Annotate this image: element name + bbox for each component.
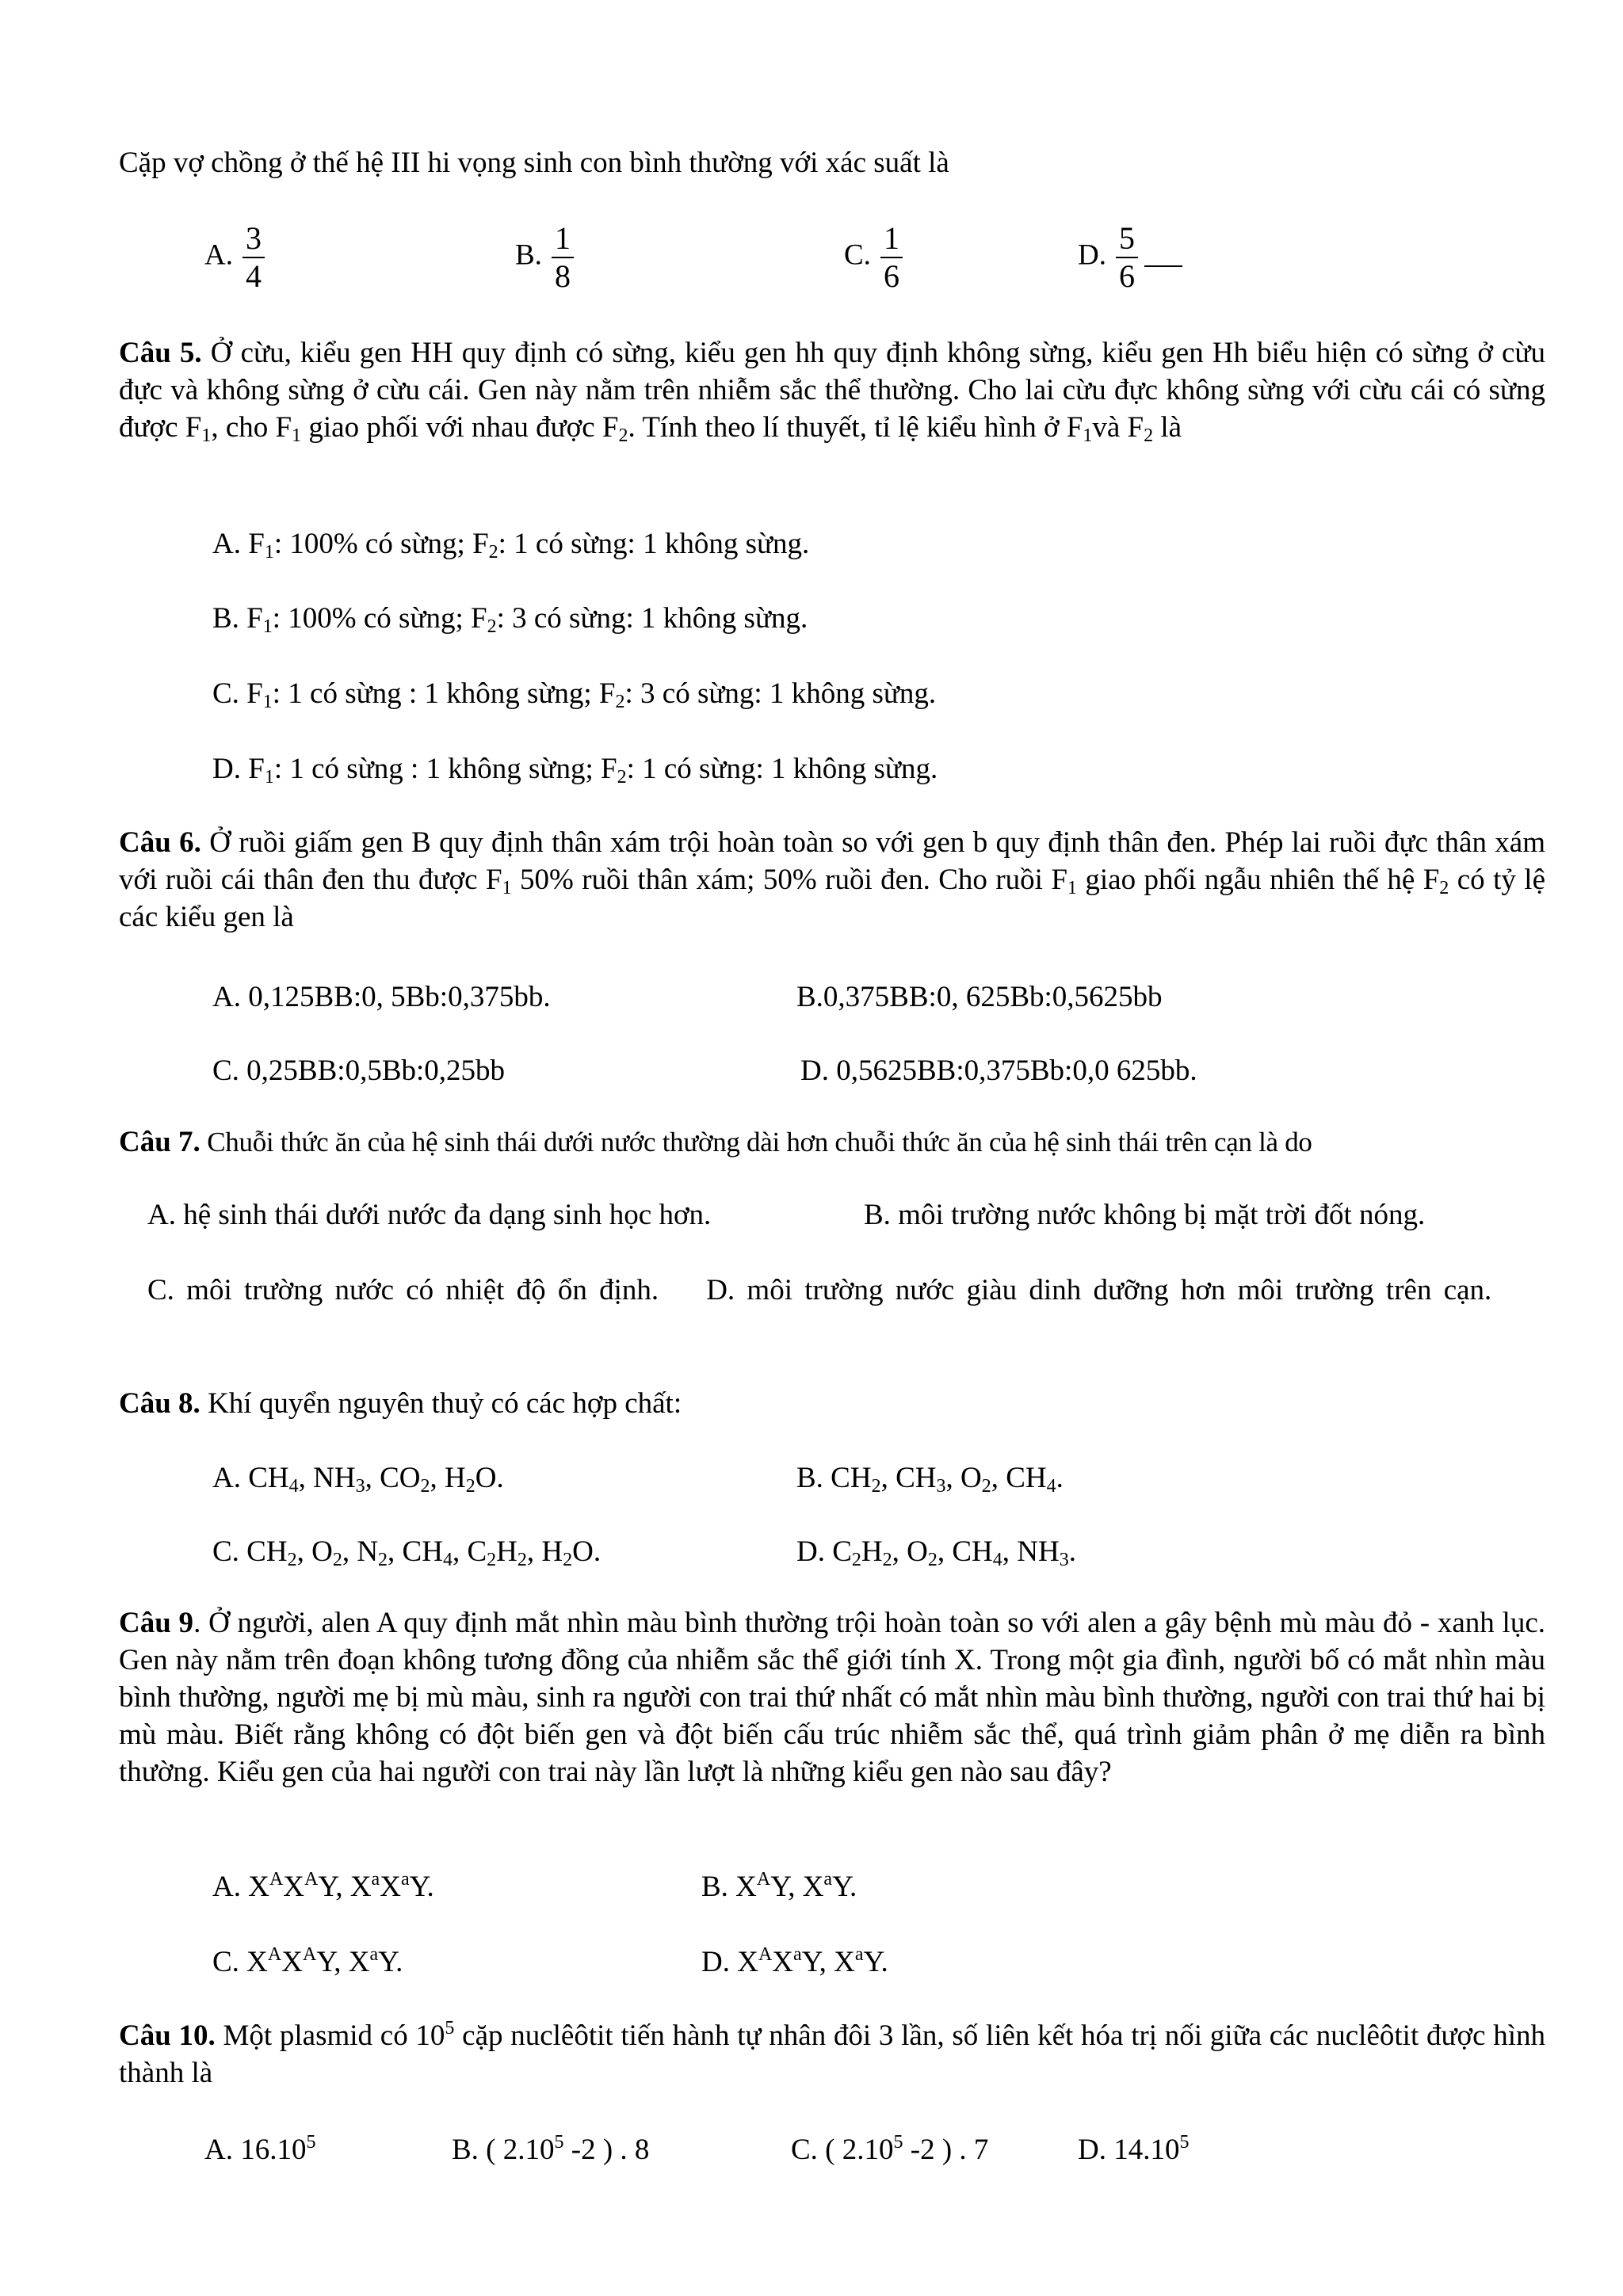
text-segment: a (823, 1869, 833, 1890)
text-segment: 2 (851, 1550, 861, 1570)
text-segment: a (371, 1869, 380, 1890)
q4-option-b (515, 220, 574, 295)
text-segment: D. C (796, 1535, 852, 1568)
text-segment: X (380, 1871, 401, 1903)
q7-label: Câu 7. (119, 1126, 200, 1158)
text-segment: Y, X (770, 1871, 824, 1903)
text-segment: B. ( 2.10 (452, 2134, 555, 2166)
text-segment: O. (475, 1462, 504, 1494)
q4-option-a (204, 220, 265, 295)
text-segment: D. X (701, 1946, 758, 1978)
q8-option-c (212, 1533, 601, 1570)
text-segment: 2 (882, 1550, 892, 1570)
text-segment: , O (892, 1535, 928, 1568)
text-segment: , CH (991, 1462, 1047, 1494)
q7-option-a: A. hệ sinh thái dưới nước đa dạng sinh học hơn. (147, 1199, 712, 1231)
q6-option-b: B.0,375BB:0, 625Bb:0,5625bb (796, 981, 1163, 1013)
q4-option-c-label: C. (844, 238, 871, 272)
text-segment: 4 (1046, 1476, 1056, 1497)
text-segment: 2 (287, 1550, 297, 1570)
text-segment: 2 (517, 1550, 527, 1570)
text-segment: , O (296, 1535, 333, 1568)
text-segment: X (283, 1871, 305, 1903)
q5-option-c: C. $F_1$: 1 có sừng : 1 không sừng; $F_2$: 3 có sừng: 1 không sừng. (212, 677, 937, 712)
q4-option-d-label: D. (1078, 238, 1106, 272)
q9-option-a (212, 1868, 434, 1905)
q4-option-c-fraction: $\frac{1}{6}$ (880, 220, 903, 295)
text-segment: H (861, 1535, 883, 1568)
q7-option-b: B. môi trường nước không bị mặt trời đốt nóng. (864, 1199, 1426, 1231)
text-segment: H (496, 1535, 517, 1568)
text-segment: . (1056, 1462, 1064, 1494)
q7-stem: Câu 7. Chuỗi thức ăn của hệ sinh thái dưới nước thường dài hơn chuỗi thức ăn của hệ sinh thái trên cạn là do (119, 1126, 1312, 1158)
text-segment: A (269, 1869, 284, 1890)
answer-blank (1144, 265, 1182, 267)
text-segment: Y, X (318, 1871, 372, 1903)
q4-option-a-label: A. (204, 238, 233, 272)
text-segment: a (400, 1869, 410, 1890)
text-segment: 2 (927, 1550, 938, 1570)
q6-option-a: A. 0,125BB:0, 5Bb:0,375bb. (212, 981, 551, 1013)
text-segment: 5 (893, 2132, 903, 2153)
text-segment: Y. (409, 1871, 434, 1903)
q10-option-a (204, 2131, 315, 2168)
text-segment: X (281, 1946, 303, 1978)
text-segment: , NH (298, 1462, 356, 1494)
q6-stem: Câu 6. Ở ruồi giấm gen B quy định thân xám trội hoàn toàn so với gen b quy định thân đen. Phép lai ruồi đực thân xám với ruồi cái thân đen thu được $F_1$ 50% ruồi thân xám; 50% ruồi đen. Cho ruồi $F_1$ giao phối ngẫu nhiên thế hệ $F_2$ có tỷ lệ các kiểu gen là (119, 826, 1545, 933)
text-segment: 2 (487, 1550, 497, 1570)
q4-option-b-label: B. (515, 238, 542, 272)
text-segment: 2 (981, 1476, 991, 1497)
q9-option-c (212, 1943, 403, 1981)
text-segment: Y, X (316, 1946, 370, 1978)
q10-option-d (1078, 2131, 1189, 2168)
text-segment: 2 (465, 1476, 475, 1497)
q5-stem: Câu 5. Ở cừu, kiểu gen HH quy định có sừng, kiểu gen hh quy định không sừng, kiểu gen Hh biểu hiện có sừng ở cừu đực và không sừng ở cừu cái. Gen này nằm trên nhiễm sắc thể thường. Cho lai cừu đực không sừng với cừu cái có sừng được $F_1$, cho $F_1$ giao phối với nhau được $F_2$. Tính theo lí thuyết, tỉ lệ kiểu hình ở $F_1và$ $F_2$ là (119, 337, 1545, 446)
text-segment: -2 ) . 7 (903, 2134, 989, 2166)
text-segment: 2 (420, 1476, 430, 1497)
text-segment: 5 (306, 2132, 316, 2153)
q9-label: Câu 9 (119, 1607, 194, 1639)
text-segment: 5 (554, 2132, 564, 2153)
q4-option-b-fraction: $\frac{1}{8}$ (552, 220, 574, 295)
text-segment: A (267, 1944, 282, 1965)
q6-option-d: D. 0,5625BB:0,375Bb:0,0 625bb. (800, 1055, 1197, 1087)
text-segment: 5 (1179, 2132, 1190, 2153)
text-segment: , H (430, 1462, 466, 1494)
text-segment: , NH (1002, 1535, 1060, 1568)
q9-option-b (701, 1868, 857, 1905)
text-segment: , CH (388, 1535, 443, 1568)
text-segment: Y. (832, 1871, 857, 1903)
q10-option-b (452, 2131, 649, 2168)
text-segment: Y. (863, 1946, 888, 1978)
text-segment: 2 (871, 1476, 881, 1497)
text-segment: 3 (936, 1476, 946, 1497)
text-segment: Y, X (801, 1946, 855, 1978)
text-segment: , H (526, 1535, 563, 1568)
text-segment: a (854, 1944, 864, 1965)
text-segment: A (758, 1944, 773, 1965)
text-segment: 3 (1059, 1550, 1069, 1570)
q10-label: Câu 10. (119, 2019, 216, 2052)
q7-option-c: C. môi trường nước có nhiệt độ ổn định. (147, 1274, 659, 1306)
text-segment: 4 (442, 1550, 453, 1570)
q9-stem: Câu 9. Ở người, alen A quy định mắt nhìn màu bình thường trội hoàn toàn so với alen a gây bệnh mù màu đỏ - xanh lục. Gen này nằm trên đoạn không tương đồng của nhiễm sắc thể giới tính X. Trong một gia đình, người bố có mắt nhìn màu bình thường, người mẹ bị mù màu, sinh ra người con trai thứ nhất có mắt nhìn màu bình thường, người con trai thứ hai bị mù màu. Biết rằng không có đột biến gen và đột biến cấu trúc nhiễm sắc thể, quá trình giảm phân ở mẹ diễn ra bình thường. Kiểu gen của hai người con trai này lần lượt là những kiểu gen nào sau đây? (119, 1607, 1545, 1788)
text-segment: A (304, 1869, 319, 1890)
q4-stem: Cặp vợ chồng ở thế hệ III hi vọng sinh con bình thường với xác suất là (119, 147, 949, 179)
text-segment: -2 ) . 8 (563, 2134, 650, 2166)
q4-option-c (844, 220, 903, 295)
q4-option-d (1078, 220, 1182, 295)
q5-option-a: A. $F_1$: 100% có sừng; $F_2$: 1 có sừng: 1 không sừng. (212, 528, 810, 563)
q10-stem: Câu 10. Một plasmid có $10^5$ cặp nuclêôtit tiến hành tự nhân đôi 3 lần, số liên kết hóa trị nối giữa các nuclêôtit được hình thành là (119, 2018, 1545, 2089)
q9-option-d (701, 1943, 888, 1981)
q6-label: Câu 6. (119, 826, 201, 859)
text-segment: , CH (880, 1462, 937, 1494)
text-segment: , CO (365, 1462, 421, 1494)
text-segment: 3 (355, 1476, 365, 1497)
q8-option-d (796, 1533, 1076, 1570)
q5-option-d: D. $F_1$: 1 có sừng : 1 không sừng; $F_2$: 1 có sừng: 1 không sừng. (212, 753, 938, 788)
text-segment: A (302, 1944, 317, 1965)
q6-option-c: C. 0,25BB:0,5Bb:0,25bb (212, 1055, 506, 1087)
text-segment: C. ( 2.10 (791, 2134, 894, 2166)
text-segment: 4 (288, 1476, 299, 1497)
text-segment: Y. (378, 1946, 403, 1978)
text-segment: C. X (212, 1946, 268, 1978)
q8-option-a (212, 1459, 504, 1497)
text-segment: B. CH (796, 1462, 872, 1494)
q4-option-a-fraction: $\frac{3}{4}$ (242, 220, 265, 295)
text-segment: , CH (937, 1535, 993, 1568)
text-segment: X (772, 1946, 794, 1978)
text-segment: . (1068, 1535, 1076, 1568)
q8-label: Câu 8. (119, 1387, 200, 1420)
text-segment: O. (572, 1535, 601, 1568)
q8-option-b (796, 1459, 1064, 1497)
text-segment: D. 14.10 (1078, 2134, 1180, 2166)
text-segment: A. CH (212, 1462, 289, 1494)
q7-option-d: D. môi trường nước giàu dinh dưỡng hơn môi trường trên cạn. (706, 1274, 1492, 1306)
text-segment: 2 (332, 1550, 342, 1570)
text-segment: a (793, 1944, 802, 1965)
text-segment: A. X (212, 1871, 269, 1903)
text-segment: A. 16.10 (204, 2134, 307, 2166)
q4-option-d-fraction: $\frac{5}{6}$ (1116, 220, 1138, 295)
text-segment: 2 (563, 1550, 573, 1570)
text-segment: 2 (378, 1550, 388, 1570)
text-segment: a (369, 1944, 379, 1965)
q5-option-b: B. $F_1$: 100% có sừng; $F_2$: 3 có sừng: 1 không sừng. (212, 602, 808, 637)
text-segment: , C (452, 1535, 487, 1568)
q8-stem: Câu 8. Khí quyển nguyên thuỷ có các hợp chất: (119, 1387, 682, 1420)
text-segment: C. CH (212, 1535, 288, 1568)
text-segment: A (756, 1869, 771, 1890)
text-segment: , O (945, 1462, 982, 1494)
q5-label: Câu 5. (119, 337, 202, 369)
q7-options-cd (119, 1272, 1545, 1309)
q10-option-c (791, 2131, 988, 2168)
text-segment: 4 (992, 1550, 1002, 1570)
text-segment: B. X (701, 1871, 757, 1903)
text-segment: , N (342, 1535, 379, 1568)
